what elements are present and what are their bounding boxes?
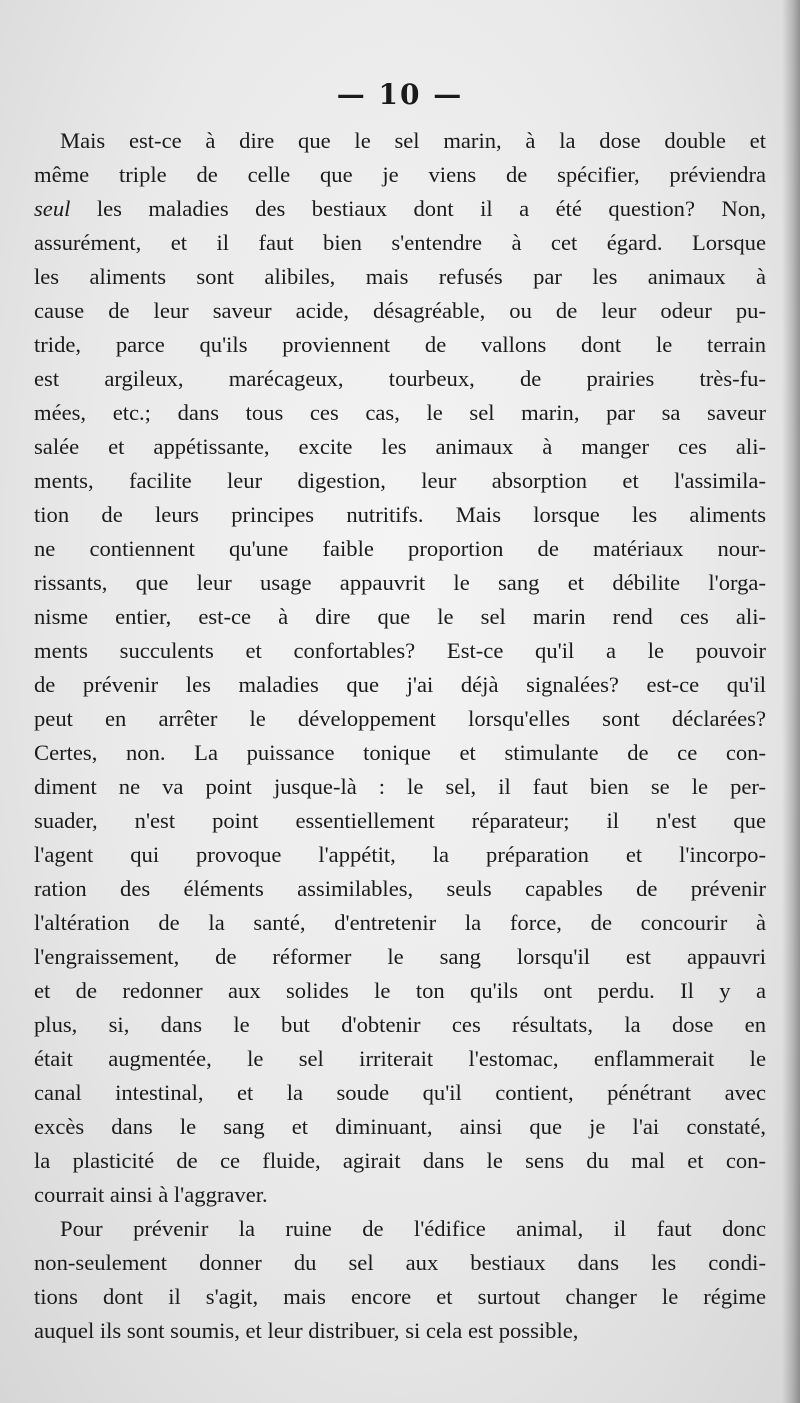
- text-line: assurément, et il faut bien s'entendre à cet égard. Lorsque: [34, 230, 766, 255]
- text-line: ments succulents et confortables? Est-ce qu'il a le pouvoir: [34, 638, 766, 663]
- text-line: ne contiennent qu'une faible proportion de matériaux nour-: [34, 536, 766, 561]
- text-line: courrait ainsi à l'aggraver.: [34, 1182, 268, 1207]
- body-text: [34, 124, 766, 1348]
- text-line: la plasticité de ce fluide, agirait dans le sens du mal et con-: [34, 1148, 766, 1173]
- text-line: seul les maladies des bestiaux dont il a été question? Non,: [34, 196, 766, 221]
- text-line: l'altération de la santé, d'entretenir la force, de concourir à: [34, 910, 766, 935]
- text-line: est argileux, marécageux, tourbeux, de prairies très-fu-: [34, 366, 766, 391]
- text-line: diment ne va point jusque-là : le sel, il faut bien se le per-: [34, 774, 766, 799]
- text-line: ments, facilite leur digestion, leur absorption et l'assimila-: [34, 468, 766, 493]
- text-line: plus, si, dans le but d'obtenir ces résultats, la dose en: [34, 1012, 766, 1037]
- text-line: et de redonner aux solides le ton qu'ils ont perdu. Il y a: [34, 978, 766, 1003]
- text-line: salée et appétissante, excite les animaux à manger ces ali-: [34, 434, 766, 459]
- text-line: peut en arrêter le développement lorsqu'elles sont déclarées?: [34, 706, 766, 731]
- text-line: l'agent qui provoque l'appétit, la préparation et l'incorpo-: [34, 842, 766, 867]
- text-line: nisme entier, est-ce à dire que le sel marin rend ces ali-: [34, 604, 766, 629]
- text-line: mées, etc.; dans tous ces cas, le sel marin, par sa saveur: [34, 400, 766, 425]
- italic-word: seul: [34, 196, 71, 221]
- text-line: tion de leurs principes nutritifs. Mais lorsque les aliments: [34, 502, 766, 527]
- page-number: — 10 —: [336, 78, 464, 111]
- text-line: canal intestinal, et la soude qu'il contient, pénétrant avec: [34, 1080, 766, 1105]
- text-line: cause de leur saveur acide, désagréable, ou de leur odeur pu-: [34, 298, 766, 323]
- text-line: tride, parce qu'ils proviennent de vallons dont le terrain: [34, 332, 766, 357]
- text-line: ration des éléments assimilables, seuls capables de prévenir: [34, 876, 766, 901]
- text-line: était augmentée, le sel irriterait l'estomac, enflammerait le: [34, 1046, 766, 1071]
- text-line: même triple de celle que je viens de spécifier, préviendra: [34, 162, 766, 187]
- page-edge-shadow: [782, 0, 800, 1403]
- text-line: tions dont il s'agit, mais encore et surtout changer le régime: [34, 1284, 766, 1309]
- text-line: de prévenir les maladies que j'ai déjà signalées? est-ce qu'il: [34, 672, 766, 697]
- text-line: excès dans le sang et diminuant, ainsi que je l'ai constaté,: [34, 1114, 766, 1139]
- text-line: les aliments sont alibiles, mais refusés par les animaux à: [34, 264, 766, 289]
- text-line: l'engraissement, de réformer le sang lorsqu'il est appauvri: [34, 944, 766, 969]
- text-line: Mais est-ce à dire que le sel marin, à la dose double et: [60, 128, 766, 153]
- text-line: non-seulement donner du sel aux bestiaux dans les condi-: [34, 1250, 766, 1275]
- text-line: suader, n'est point essentiellement réparateur; il n'est que: [34, 808, 766, 833]
- text-line: Pour prévenir la ruine de l'édifice animal, il faut donc: [60, 1216, 766, 1241]
- text-line: rissants, que leur usage appauvrit le sang et débilite l'orga-: [34, 570, 766, 595]
- text-line: Certes, non. La puissance tonique et stimulante de ce con-: [34, 740, 766, 765]
- text-line: auquel ils sont soumis, et leur distribuer, si cela est possible,: [34, 1318, 579, 1343]
